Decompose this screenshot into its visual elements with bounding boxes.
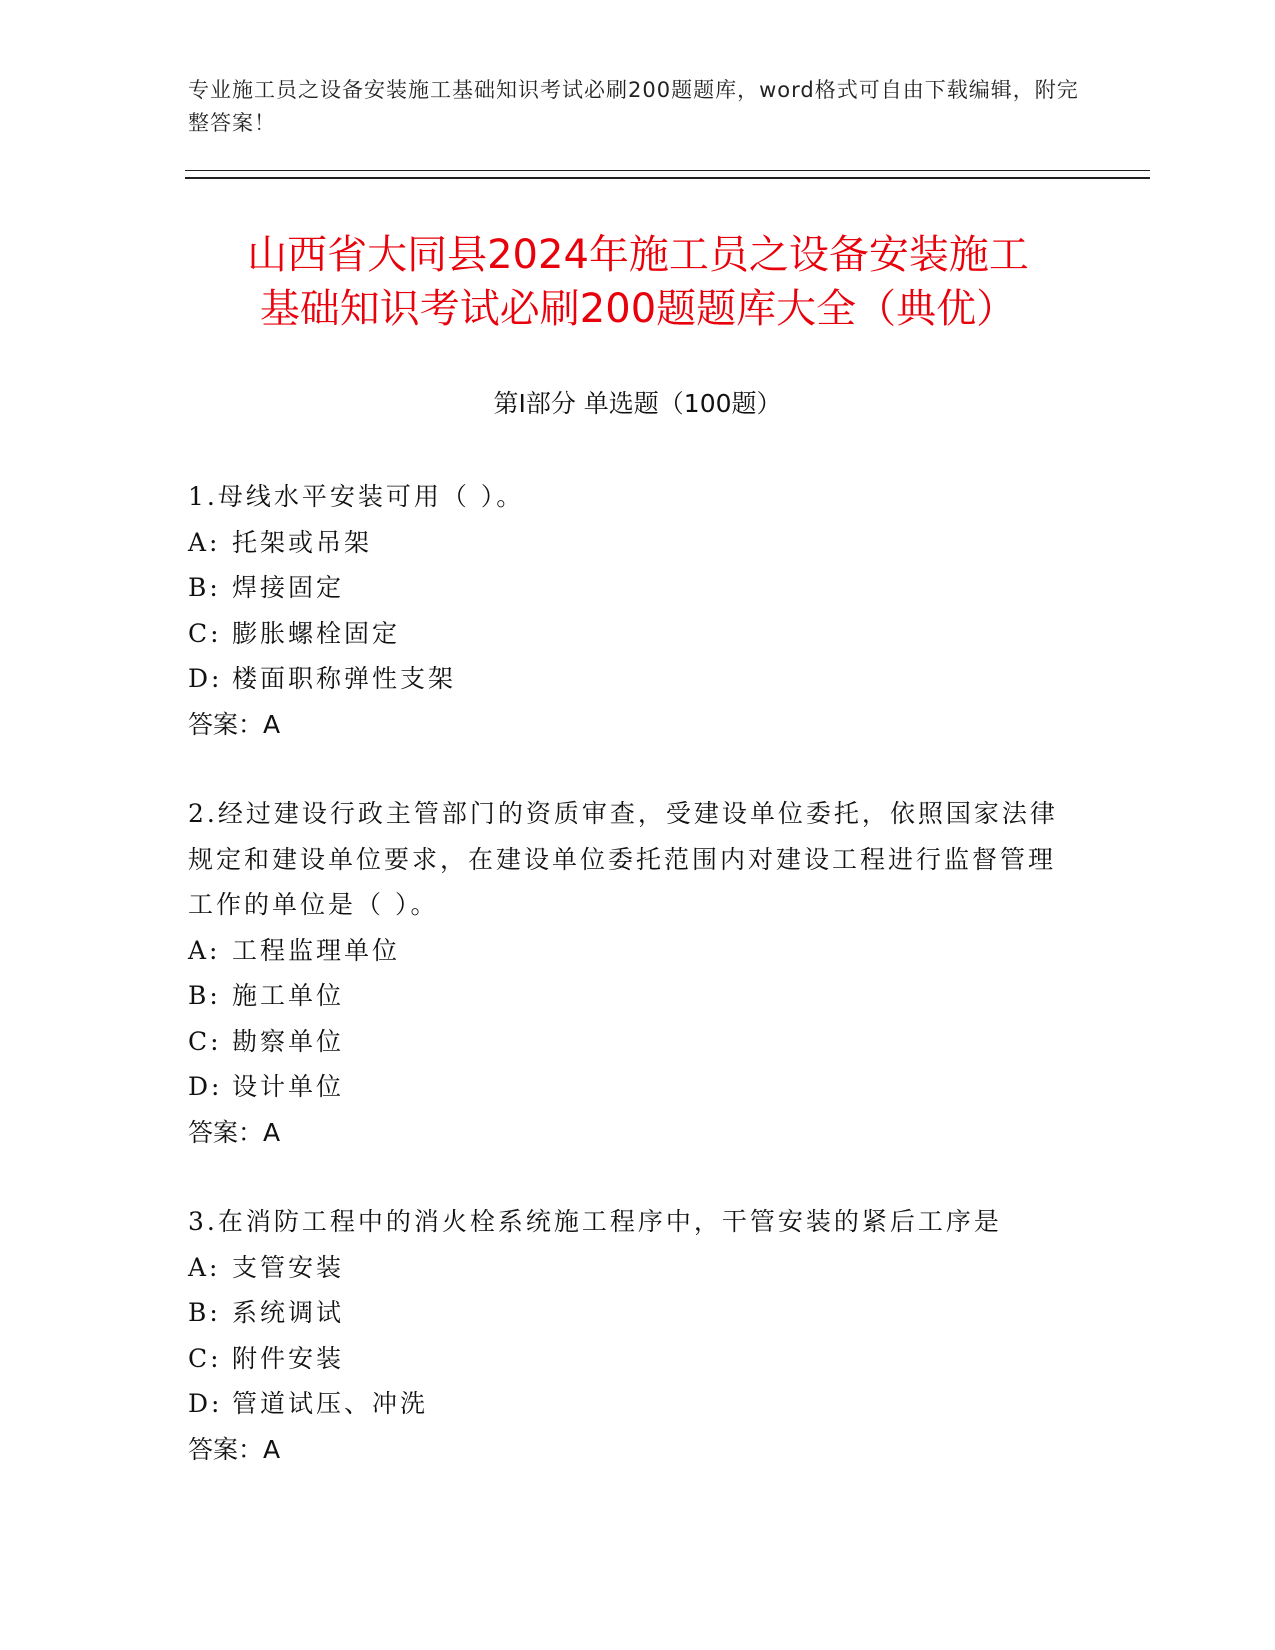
question-2 — [188, 791, 1068, 1155]
question-stem: 3.在消防工程中的消火栓系统施工程序中，干管安装的紧后工序是 — [188, 1207, 1002, 1236]
option-d — [188, 1381, 1068, 1427]
option-c — [188, 1019, 1068, 1065]
option-key: B: — [188, 573, 221, 602]
option-text: 楼面职称弹性支架 — [232, 664, 457, 693]
option-d — [188, 1064, 1068, 1110]
section-title: 第Ⅰ部分 单选题（100题） — [493, 389, 782, 418]
option-c — [188, 1336, 1068, 1382]
header-rule-thick — [185, 177, 1150, 179]
option-text: 施工单位 — [232, 981, 345, 1010]
question-1 — [188, 474, 1068, 747]
question-3 — [188, 1199, 1068, 1472]
answer: 答案：A — [188, 1117, 281, 1147]
option-text: 工程监理单位 — [232, 935, 401, 965]
option-key: B: — [188, 981, 221, 1010]
document-title — [188, 228, 1088, 336]
header-note: 专业施工员之设备安装施工基础知识考试必刷200题题库，word格式可自由下载编辑，附完整答案！ — [188, 78, 1079, 135]
document-title-line-2: 基础知识考试必刷200题题库大全（典优） — [259, 286, 1017, 332]
question-stem: 2.经过建设行政主管部门的资质审查，受建设单位委托，依照国家法律规定和建设单位要求，在建设单位委托范围内对建设工程进行监督管理工作的单位是（ ）。 — [188, 799, 1058, 919]
option-c — [188, 611, 1068, 657]
option-text: 托架或吊架 — [232, 527, 373, 557]
option-key: A: — [188, 935, 221, 965]
option-text: 管道试压、冲洗 — [232, 1389, 429, 1418]
option-text: 附件安装 — [232, 1343, 345, 1373]
option-d — [188, 656, 1068, 702]
option-text: 设计单位 — [232, 1072, 345, 1101]
option-key: D: — [188, 664, 223, 693]
option-b — [188, 565, 1068, 611]
option-text: 膨胀螺栓固定 — [232, 618, 401, 648]
answer: 答案：A — [188, 709, 281, 739]
option-key: D: — [188, 1072, 223, 1101]
option-b — [188, 1290, 1068, 1336]
option-a — [188, 520, 1068, 566]
header-rule-thin — [185, 170, 1150, 171]
option-a — [188, 1245, 1068, 1291]
option-key: A: — [188, 1252, 221, 1282]
option-b — [188, 973, 1068, 1019]
option-text: 支管安装 — [232, 1252, 345, 1282]
option-key: D: — [188, 1389, 223, 1418]
option-text: 焊接固定 — [232, 573, 345, 602]
answer: 答案：A — [188, 1434, 281, 1464]
option-text: 勘察单位 — [232, 1026, 345, 1056]
option-key: C: — [188, 1026, 222, 1056]
option-key: A: — [188, 527, 221, 557]
question-list — [188, 474, 1068, 1516]
option-key: C: — [188, 618, 222, 648]
option-key: B: — [188, 1298, 221, 1327]
option-text: 系统调试 — [232, 1298, 345, 1327]
option-key: C: — [188, 1343, 222, 1373]
option-a — [188, 928, 1068, 974]
question-stem: 1.母线水平安装可用（ ）。 — [188, 482, 525, 511]
document-title-line-1: 山西省大同县2024年施工员之设备安装施工 — [247, 232, 1029, 278]
